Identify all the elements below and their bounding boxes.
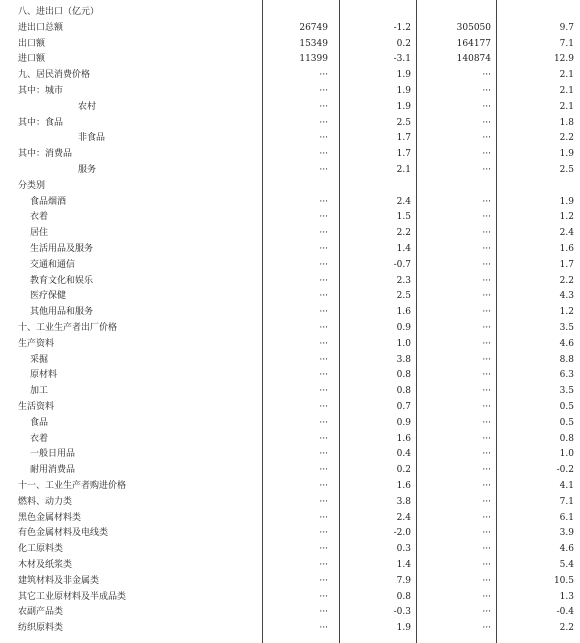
table-row — [0, 257, 580, 273]
value-cell: ··· — [319, 275, 328, 286]
table-row — [0, 510, 580, 526]
table-row — [0, 589, 580, 605]
value-cell: 2.4 — [396, 512, 411, 523]
value-cell: 3.8 — [396, 354, 411, 365]
table-row — [0, 431, 580, 447]
value-cell: ··· — [482, 512, 491, 523]
table-row — [0, 115, 580, 131]
row-label: 一般日用品 — [30, 449, 76, 460]
value-cell: ··· — [482, 323, 491, 333]
table-row — [0, 288, 580, 304]
value-cell: 2.2 — [559, 623, 574, 634]
value-cell: 10.5 — [553, 575, 574, 586]
value-cell: 2.1 — [559, 101, 574, 112]
value-cell — [345, 4, 411, 20]
value-cell: 2.5 — [396, 117, 411, 128]
table-row — [0, 336, 580, 352]
value-cell: 1.3 — [559, 591, 574, 602]
value-cell: ··· — [482, 433, 491, 444]
value-cell: ··· — [319, 101, 328, 112]
row-label: 其中：城市 — [18, 86, 64, 96]
row-label: 出口额 — [18, 38, 46, 49]
value-cell: ··· — [319, 465, 328, 476]
row-label: 木材及纸浆类 — [18, 560, 73, 570]
value-cell: ··· — [319, 165, 328, 175]
value-cell: ··· — [482, 354, 491, 365]
value-cell: ··· — [319, 575, 328, 586]
row-label: 原材料 — [30, 370, 58, 381]
value-cell: 140874 — [456, 54, 491, 65]
value-cell: 1.7 — [559, 259, 574, 270]
row-label: 黑色金属材料类 — [18, 512, 82, 523]
value-cell: ··· — [319, 70, 328, 81]
value-cell: ··· — [319, 291, 328, 302]
row-label: 其它工业原材料及半成品类 — [18, 591, 127, 602]
row-label: 十、工业生产者出厂价格 — [18, 323, 118, 333]
value-cell: 2.2 — [559, 275, 574, 286]
table-row — [0, 320, 580, 336]
value-cell: 2.2 — [396, 228, 411, 239]
value-cell: 1.6 — [396, 433, 411, 444]
value-cell: 164177 — [456, 38, 491, 49]
value-cell: 3.8 — [396, 496, 411, 507]
value-cell: 1.8 — [559, 117, 574, 128]
value-cell — [419, 178, 491, 194]
value-cell: 1.6 — [396, 307, 411, 318]
value-cell: ··· — [319, 196, 328, 207]
value-cell: -1.2 — [393, 22, 411, 33]
row-label: 进出口总额 — [18, 22, 64, 33]
value-cell — [500, 178, 574, 194]
value-cell: ··· — [482, 560, 491, 570]
table-row — [0, 462, 580, 478]
value-cell: 0.8 — [396, 591, 411, 602]
value-cell: ··· — [482, 244, 491, 254]
value-cell: ··· — [319, 512, 328, 523]
row-label: 生产资料 — [18, 338, 55, 349]
value-cell — [262, 4, 328, 20]
table-row — [0, 130, 580, 146]
table-row — [0, 51, 580, 67]
value-cell: 4.3 — [559, 291, 574, 302]
value-cell: 1.6 — [559, 244, 574, 254]
value-cell: ··· — [482, 212, 491, 223]
value-cell: ··· — [482, 591, 491, 602]
table-row — [0, 67, 580, 83]
value-cell: ··· — [482, 259, 491, 270]
value-cell: 2.3 — [396, 275, 411, 286]
value-cell: 0.7 — [396, 402, 411, 412]
value-cell: ··· — [482, 338, 491, 349]
value-cell: 2.1 — [559, 86, 574, 96]
table-row — [0, 478, 580, 494]
value-cell: 7.9 — [396, 575, 411, 586]
table-row — [0, 383, 580, 399]
value-cell: 12.9 — [553, 54, 574, 65]
value-cell: 2.4 — [396, 196, 411, 207]
value-cell: 3.5 — [559, 323, 574, 333]
value-cell: ··· — [482, 275, 491, 286]
row-label: 衣着 — [30, 433, 49, 444]
value-cell: 15349 — [299, 38, 328, 49]
value-cell: ··· — [482, 607, 491, 618]
value-cell — [500, 4, 574, 20]
value-cell: ··· — [319, 449, 328, 460]
value-cell: 9.7 — [559, 22, 574, 33]
value-cell: -0.7 — [393, 259, 411, 270]
value-cell: ··· — [319, 370, 328, 381]
value-cell — [262, 178, 328, 194]
value-cell: 8.8 — [559, 354, 574, 365]
row-label: 十一、工业生产者购进价格 — [18, 481, 127, 491]
value-cell: ··· — [319, 433, 328, 444]
value-cell: ··· — [319, 623, 328, 634]
row-label: 食品烟酒 — [30, 196, 67, 207]
row-label: 生活资料 — [18, 402, 55, 412]
value-cell: 1.2 — [559, 212, 574, 223]
row-label: 分类别 — [18, 180, 46, 191]
row-label: 化工原料类 — [18, 544, 64, 555]
value-cell: 4.6 — [559, 338, 574, 349]
value-cell: 2.5 — [396, 291, 411, 302]
value-cell: 5.4 — [559, 560, 574, 570]
value-cell: 1.0 — [396, 338, 411, 349]
value-cell: ··· — [482, 370, 491, 381]
value-cell: ··· — [482, 149, 491, 160]
value-cell: ··· — [319, 228, 328, 239]
value-cell: 0.4 — [396, 449, 411, 460]
value-cell: 0.8 — [559, 433, 574, 444]
value-cell: ··· — [482, 228, 491, 239]
value-cell: ··· — [319, 323, 328, 333]
row-label: 耐用消费品 — [30, 465, 76, 476]
value-cell: 4.1 — [559, 481, 574, 491]
table-row — [0, 4, 580, 20]
value-cell: ··· — [482, 307, 491, 318]
value-cell: ··· — [482, 70, 491, 81]
value-cell — [419, 4, 491, 20]
value-cell: ··· — [482, 575, 491, 586]
value-cell: ··· — [482, 417, 491, 428]
table-row — [0, 273, 580, 289]
row-label: 医疗保健 — [30, 291, 67, 302]
value-cell: ··· — [482, 196, 491, 207]
value-cell: ··· — [319, 212, 328, 223]
value-cell: 0.9 — [396, 417, 411, 428]
value-cell: ··· — [482, 496, 491, 507]
value-cell: -2.0 — [393, 528, 411, 539]
table-row — [0, 304, 580, 320]
table-row — [0, 399, 580, 415]
row-label: 生活用品及服务 — [30, 244, 94, 254]
value-cell: ··· — [482, 623, 491, 634]
row-label: 服务 — [78, 165, 97, 175]
value-cell: ··· — [319, 496, 328, 507]
value-cell: 2.4 — [559, 228, 574, 239]
row-label: 交通和通信 — [30, 259, 76, 270]
table-row — [0, 146, 580, 162]
row-label: 建筑材料及非金属类 — [18, 575, 100, 586]
value-cell: 1.9 — [396, 70, 411, 81]
table-row — [0, 604, 580, 620]
value-cell: ··· — [319, 307, 328, 318]
value-cell: 2.2 — [559, 133, 574, 144]
value-cell: ··· — [482, 449, 491, 460]
table-row — [0, 194, 580, 210]
value-cell: ··· — [482, 544, 491, 555]
table-row — [0, 352, 580, 368]
value-cell: 0.5 — [559, 402, 574, 412]
value-cell: ··· — [319, 259, 328, 270]
value-cell: 1.2 — [559, 307, 574, 318]
value-cell: 1.9 — [396, 101, 411, 112]
value-cell: ··· — [482, 165, 491, 175]
value-cell: ··· — [319, 244, 328, 254]
value-cell: ··· — [319, 544, 328, 555]
value-cell: ··· — [319, 528, 328, 539]
value-cell: 2.1 — [559, 70, 574, 81]
value-cell: ··· — [482, 291, 491, 302]
value-cell: ··· — [482, 481, 491, 491]
row-label: 非食品 — [78, 133, 106, 144]
value-cell: 26749 — [299, 22, 328, 33]
value-cell: 1.4 — [396, 560, 411, 570]
value-cell: ··· — [482, 133, 491, 144]
value-cell: ··· — [319, 481, 328, 491]
value-cell: ··· — [319, 402, 328, 412]
value-cell: ··· — [482, 465, 491, 476]
value-cell: ··· — [319, 591, 328, 602]
table-row — [0, 525, 580, 541]
value-cell: 0.2 — [396, 38, 411, 49]
table-row — [0, 225, 580, 241]
value-cell: ··· — [319, 354, 328, 365]
value-cell: -0.2 — [556, 465, 574, 476]
value-cell: 7.1 — [559, 496, 574, 507]
row-label: 加工 — [30, 386, 49, 397]
value-cell: 3.9 — [559, 528, 574, 539]
value-cell: 2.1 — [396, 165, 411, 175]
value-cell: ··· — [482, 101, 491, 112]
value-cell: -3.1 — [393, 54, 411, 65]
value-cell: ··· — [319, 386, 328, 397]
table-row — [0, 620, 580, 636]
value-cell: 0.2 — [396, 465, 411, 476]
value-cell: 7.1 — [559, 38, 574, 49]
value-cell: 1.7 — [396, 133, 411, 144]
value-cell: 1.5 — [396, 212, 411, 223]
table-row — [0, 209, 580, 225]
value-cell: ··· — [319, 417, 328, 428]
row-label: 农村 — [78, 101, 97, 112]
value-cell: ··· — [319, 338, 328, 349]
value-cell: -0.4 — [556, 607, 574, 618]
value-cell: ··· — [319, 133, 328, 144]
row-label: 纺织原料类 — [18, 623, 64, 634]
value-cell: 6.3 — [559, 370, 574, 381]
row-label: 食品 — [30, 417, 49, 428]
row-label: 有色金属材料及电线类 — [18, 528, 109, 539]
table-row — [0, 241, 580, 257]
table-row — [0, 36, 580, 52]
row-label: 其中：消费品 — [18, 149, 73, 160]
value-cell: 3.5 — [559, 386, 574, 397]
value-cell: 305050 — [456, 22, 491, 33]
value-cell: 11399 — [299, 54, 328, 65]
table-row — [0, 415, 580, 431]
value-cell: ··· — [319, 560, 328, 570]
table-row — [0, 557, 580, 573]
value-cell: ··· — [319, 607, 328, 618]
value-cell: ··· — [319, 86, 328, 96]
row-label: 九、居民消费价格 — [18, 70, 91, 81]
value-cell: ··· — [482, 528, 491, 539]
row-label: 其中：食品 — [18, 117, 64, 128]
table-row — [0, 494, 580, 510]
row-label: 进口额 — [18, 54, 46, 65]
value-cell: 0.3 — [396, 544, 411, 555]
value-cell: 1.0 — [559, 449, 574, 460]
value-cell: 0.8 — [396, 370, 411, 381]
table-row — [0, 178, 580, 194]
row-label: 教育文化和娱乐 — [30, 275, 94, 286]
value-cell: 1.9 — [559, 149, 574, 160]
value-cell: -0.3 — [393, 607, 411, 618]
value-cell: ··· — [482, 117, 491, 128]
table-row — [0, 367, 580, 383]
value-cell: 1.6 — [396, 481, 411, 491]
table-row — [0, 99, 580, 115]
table-row — [0, 446, 580, 462]
value-cell: 1.9 — [396, 86, 411, 96]
row-label: 农副产品类 — [18, 607, 64, 618]
table-row — [0, 20, 580, 36]
value-cell: 6.1 — [559, 512, 574, 523]
row-label: 八、进出口（亿元） — [18, 7, 100, 17]
value-cell: 0.5 — [559, 417, 574, 428]
value-cell — [345, 178, 411, 194]
value-cell: 4.6 — [559, 544, 574, 555]
value-cell: 1.9 — [559, 196, 574, 207]
value-cell: ··· — [482, 86, 491, 96]
row-label: 居住 — [30, 228, 49, 239]
table-row — [0, 162, 580, 178]
row-label: 燃料、动力类 — [18, 496, 73, 507]
value-cell: 1.7 — [396, 149, 411, 160]
value-cell: ··· — [319, 117, 328, 128]
row-label: 衣着 — [30, 212, 49, 223]
value-cell: ··· — [482, 402, 491, 412]
table-row — [0, 573, 580, 589]
value-cell: 0.9 — [396, 323, 411, 333]
table-row — [0, 83, 580, 99]
row-label: 其他用品和服务 — [30, 307, 94, 318]
value-cell: ··· — [319, 149, 328, 160]
value-cell: 0.8 — [396, 386, 411, 397]
row-label: 采掘 — [30, 354, 49, 365]
table-row — [0, 541, 580, 557]
value-cell: ··· — [482, 386, 491, 397]
value-cell: 2.5 — [559, 165, 574, 175]
value-cell: 1.4 — [396, 244, 411, 254]
value-cell: 1.9 — [396, 623, 411, 634]
